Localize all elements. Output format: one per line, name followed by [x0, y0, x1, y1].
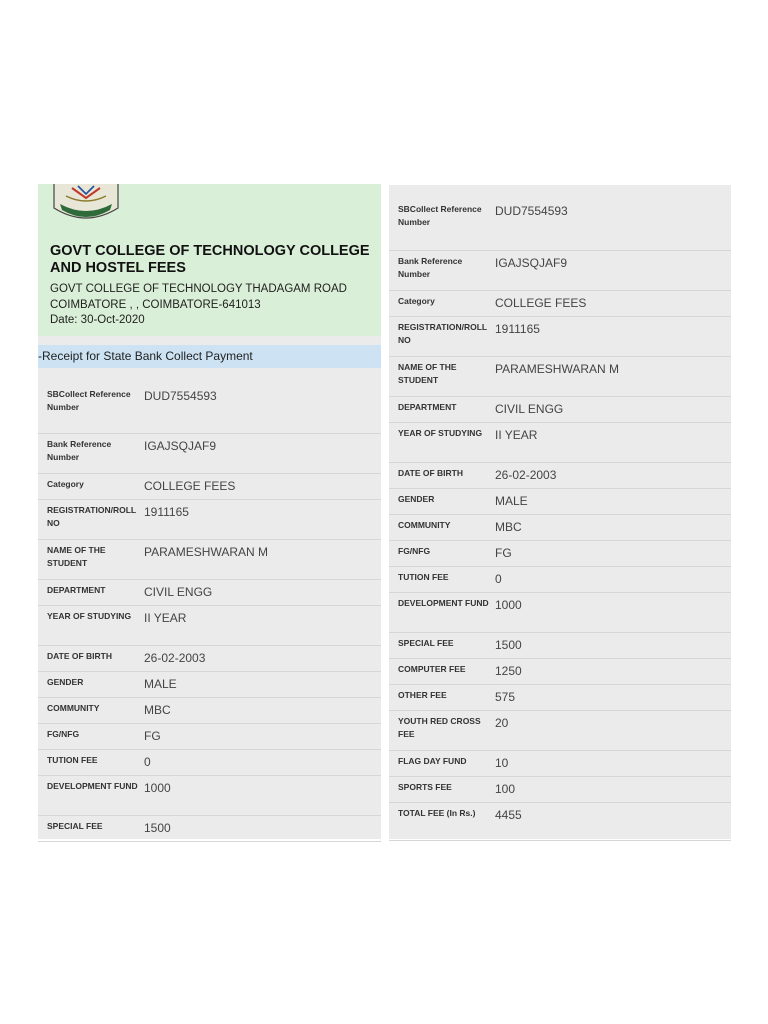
table-row	[38, 776, 381, 816]
row-value: IGAJSQJAF9	[144, 439, 217, 453]
row-label: TUTION FEE	[398, 572, 449, 582]
table-row	[38, 384, 381, 434]
row-value: COLLEGE FEES	[144, 479, 236, 493]
row-value: II YEAR	[495, 428, 538, 442]
row-label: COMMUNITY	[398, 520, 451, 530]
row-value: IGAJSQJAF9	[495, 256, 568, 270]
table-row	[389, 251, 731, 291]
row-label: DATE OF BIRTH	[398, 468, 464, 478]
table-row	[389, 199, 731, 251]
table-row	[38, 750, 381, 776]
row-value: 575	[495, 690, 516, 704]
receipt-right-panel	[389, 185, 731, 839]
row-value: 20	[495, 716, 509, 730]
right-detail-table	[389, 199, 731, 841]
row-label: FG/NFG	[47, 729, 80, 739]
row-value: DUD7554593	[144, 389, 217, 403]
row-value: 1250	[495, 664, 522, 678]
table-row	[389, 515, 731, 541]
row-label: Bank Reference Number	[398, 256, 463, 279]
table-row	[38, 724, 381, 750]
table-row	[38, 580, 381, 606]
row-value: FG	[495, 546, 512, 560]
row-value: DUD7554593	[495, 204, 568, 218]
table-row	[389, 357, 731, 397]
row-label: NAME OF THE STUDENT	[398, 362, 457, 385]
row-value: FG	[144, 729, 161, 743]
college-address: GOVT COLLEGE OF TECHNOLOGY THADAGAM ROAD COIMBATORE , , COIMBATORE-641013	[50, 283, 347, 311]
table-row	[389, 291, 731, 317]
row-value: PARAMESHWARAN M	[144, 545, 269, 559]
table-row	[389, 463, 731, 489]
row-value: 1000	[495, 598, 522, 612]
college-emblem-icon	[50, 184, 122, 222]
row-label: Bank Reference Number	[47, 439, 112, 462]
row-value: 4455	[495, 808, 522, 822]
table-row	[38, 474, 381, 500]
row-value: MALE	[144, 677, 177, 691]
row-label: Category	[398, 296, 435, 306]
row-label: SPECIAL FEE	[47, 821, 103, 831]
table-row	[389, 317, 731, 357]
receipt-title-bar: -Receipt for State Bank Collect Payment	[38, 345, 381, 368]
row-label: FLAG DAY FUND	[398, 756, 467, 766]
table-row	[389, 711, 731, 751]
row-value: MBC	[144, 703, 171, 717]
row-label: DEVELOPMENT FUND	[47, 781, 138, 791]
college-title: GOVT COLLEGE OF TECHNOLOGY COLLEGE AND HOSTEL FEES	[50, 243, 370, 276]
table-row	[38, 646, 381, 672]
table-row	[389, 397, 731, 423]
table-row	[38, 816, 381, 842]
table-row	[389, 633, 731, 659]
table-row	[38, 698, 381, 724]
table-row	[38, 606, 381, 646]
row-value: 1911165	[495, 322, 540, 336]
row-label: DEVELOPMENT FUND	[398, 598, 489, 608]
row-label: NAME OF THE STUDENT	[47, 545, 106, 568]
row-value: MALE	[495, 494, 528, 508]
row-label: TOTAL FEE (In Rs.)	[398, 808, 476, 818]
row-label: FG/NFG	[398, 546, 431, 556]
row-value: 1000	[144, 781, 171, 795]
table-row	[389, 777, 731, 803]
receipt-date: Date: 30-Oct-2020	[50, 314, 145, 326]
table-row	[389, 685, 731, 711]
table-row	[389, 541, 731, 567]
row-value: CIVIL ENGG	[495, 402, 564, 416]
row-value: 10	[495, 756, 509, 770]
receipt-left-panel	[38, 184, 381, 839]
row-label: DEPARTMENT	[47, 585, 106, 595]
table-row	[389, 593, 731, 633]
table-row	[389, 567, 731, 593]
row-label: YEAR OF STUDYING	[398, 428, 483, 438]
row-label: REGISTRATION/ROLL NO	[398, 322, 487, 345]
table-row	[389, 803, 731, 841]
row-value: 26-02-2003	[495, 468, 557, 482]
row-label: SPORTS FEE	[398, 782, 452, 792]
row-label: COMMUNITY	[47, 703, 100, 713]
row-value: COLLEGE FEES	[495, 296, 587, 310]
row-label: TUTION FEE	[47, 755, 98, 765]
row-label: COMPUTER FEE	[398, 664, 466, 674]
row-label: DATE OF BIRTH	[47, 651, 113, 661]
row-label: YEAR OF STUDYING	[47, 611, 132, 621]
row-value: 100	[495, 782, 516, 796]
row-value: 0	[144, 755, 151, 769]
row-value: 1500	[144, 821, 171, 835]
left-detail-table	[38, 384, 381, 842]
row-label: YOUTH RED CROSS FEE	[398, 716, 481, 739]
row-value: 1911165	[144, 505, 189, 519]
row-value: II YEAR	[144, 611, 187, 625]
table-row	[38, 434, 381, 474]
row-value: PARAMESHWARAN M	[495, 362, 620, 376]
row-label: SPECIAL FEE	[398, 638, 454, 648]
row-label: OTHER FEE	[398, 690, 447, 700]
row-value: 26-02-2003	[144, 651, 206, 665]
row-label: GENDER	[47, 677, 84, 687]
row-label: SBCollect Reference Number	[398, 204, 482, 227]
table-row	[389, 423, 731, 463]
row-label: SBCollect Reference Number	[47, 389, 131, 412]
table-row	[389, 659, 731, 685]
row-value: 0	[495, 572, 502, 586]
table-row	[38, 672, 381, 698]
row-value: MBC	[495, 520, 522, 534]
row-label: REGISTRATION/ROLL NO	[47, 505, 136, 528]
college-header	[38, 184, 381, 336]
row-label: Category	[47, 479, 84, 489]
table-row	[38, 500, 381, 540]
row-value: 1500	[495, 638, 522, 652]
row-label: DEPARTMENT	[398, 402, 457, 412]
table-row	[389, 751, 731, 777]
table-row	[389, 489, 731, 515]
row-label: GENDER	[398, 494, 435, 504]
row-value: CIVIL ENGG	[144, 585, 213, 599]
table-row	[38, 540, 381, 580]
